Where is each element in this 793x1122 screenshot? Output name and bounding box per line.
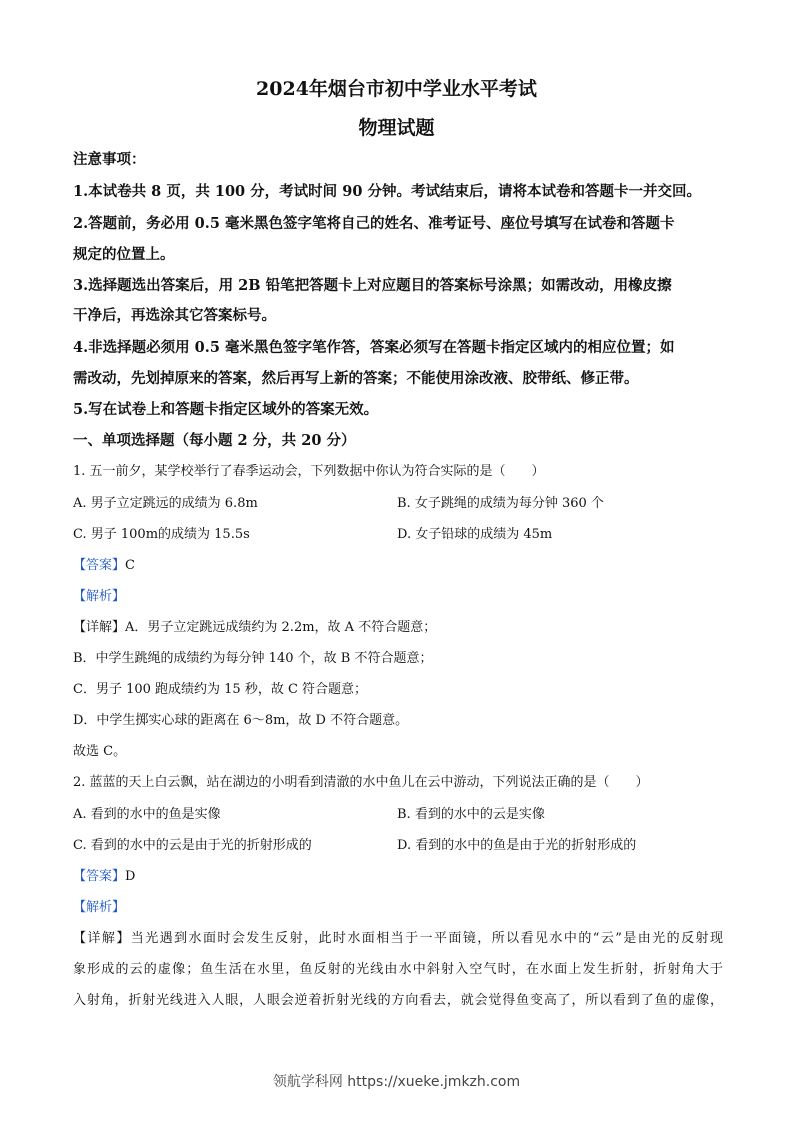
detail-text: A．男子立定跳远成绩约为 2.2m，故 A 不符合题意； [125,620,437,635]
question-2-detail-line-3: 入射角，折射光线进入人眼，人眼会逆着折射光线的方向看去，就会觉得鱼变高了，所以看到了鱼的虚像， [73,993,723,1008]
question-1-option-c: C. 男子 100m的成绩为 15.5s [73,527,250,542]
question-2-stem: 2. 蓝蓝的天上白云飘，站在湖边的小明看到清澈的水中鱼儿在云中游动，下列说法正确的是（ ） [73,775,649,790]
detail-tag: 【详解】 [73,620,126,635]
question-2-answer [73,868,723,886]
question-2-detail-line-1 [73,930,723,948]
question-1-detail-2: B．中学生跳绳的成绩约为每分钟 140 个，故 B 不符合题意； [73,651,433,666]
question-2-option-a: A. 看到的水中的鱼是实像 [73,807,221,822]
question-1-option-a: A. 男子立定跳远的成绩为 6.8m [73,496,258,511]
analysis-tag: 【解析】 [73,900,126,915]
notes-item-4-line-1: 4.非选择题必须用 0.5 毫米黑色签字笔作答，答案必须写在答题卡指定区域内的相应位置；如 [73,339,675,356]
analysis-tag: 【解析】 [73,589,126,604]
page-subtitle: 物理试题 [358,117,435,139]
page-title: 2024年烟台市初中学业水平考试 [256,78,537,100]
question-2-analysis [73,899,723,917]
answer-value: C [125,558,135,573]
notes-item-2-line-2: 规定的位置上。 [73,246,175,263]
notes-item-1: 1.本试卷共 8 页，共 100 分，考试时间 90 分钟。考试结束后，请将本试卷和答题卡一并交回。 [73,183,701,200]
question-2-detail-line-2: 象形成的云的虚像；鱼生活在水里，鱼反射的光线由水中斜射入空气时，在水面上发生折射，折射角大于 [73,962,723,977]
answer-tag: 【答案】 [73,869,126,884]
notes-heading: 注意事项： [73,151,146,168]
answer-tag: 【答案】 [73,558,126,573]
question-1-analysis [73,588,723,606]
notes-item-3-line-1: 3.选择题选出答案后，用 2B 铅笔把答题卡上对应题目的答案标号涂黑；如需改动，用橡皮擦 [73,277,672,294]
question-2-option-d: D. 看到的水中的鱼是由于光的折射形成的 [397,838,637,853]
question-1-conclusion: 故选 C。 [73,744,127,759]
notes-item-5: 5.写在试卷上和答题卡指定区域外的答案无效。 [73,401,379,418]
question-1-option-b: B. 女子跳绳的成绩为每分钟 360 个 [397,496,604,511]
question-1-detail-4: D．中学生掷实心球的距离在 6～8m，故 D 不符合题意。 [73,713,409,728]
question-2-option-b: B. 看到的水中的云是实像 [397,807,545,822]
question-1-detail-1 [73,619,723,637]
answer-value: D [125,869,136,884]
footer-watermark: 领航学科网 https://xueke.jmkzh.com [272,1074,521,1090]
question-1-stem: 1. 五一前夕，某学校举行了春季运动会，下列数据中你认为符合实际的是（ ） [73,464,545,479]
detail-text: 当光遇到水面时会发生反射，此时水面相当于一平面镜，所以看见水中的“云”是由光的反射现 [130,931,723,946]
question-1-detail-3: C．男子 100 跑成绩约为 15 秒，故 C 符合题意； [73,682,368,697]
notes-item-3-line-2: 干净后，再选涂其它答案标号。 [73,307,276,324]
notes-item-4-line-2: 需改动，先划掉原来的答案，然后再写上新的答案；不能使用涂改液、胶带纸、修正带。 [73,370,639,387]
detail-tag: 【详解】 [73,931,131,946]
section-heading: 一、单项选择题（每小题 2 分，共 20 分） [73,432,356,449]
question-2-option-c: C. 看到的水中的云是由于光的折射形成的 [73,838,312,853]
notes-item-2-line-1: 2.答题前，务必用 0.5 毫米黑色签字笔将自己的姓名、准考证号、座位号填写在试卷和答题卡 [73,215,675,232]
question-1-option-d: D. 女子铅球的成绩为 45m [397,527,553,542]
question-1-answer [73,557,723,575]
